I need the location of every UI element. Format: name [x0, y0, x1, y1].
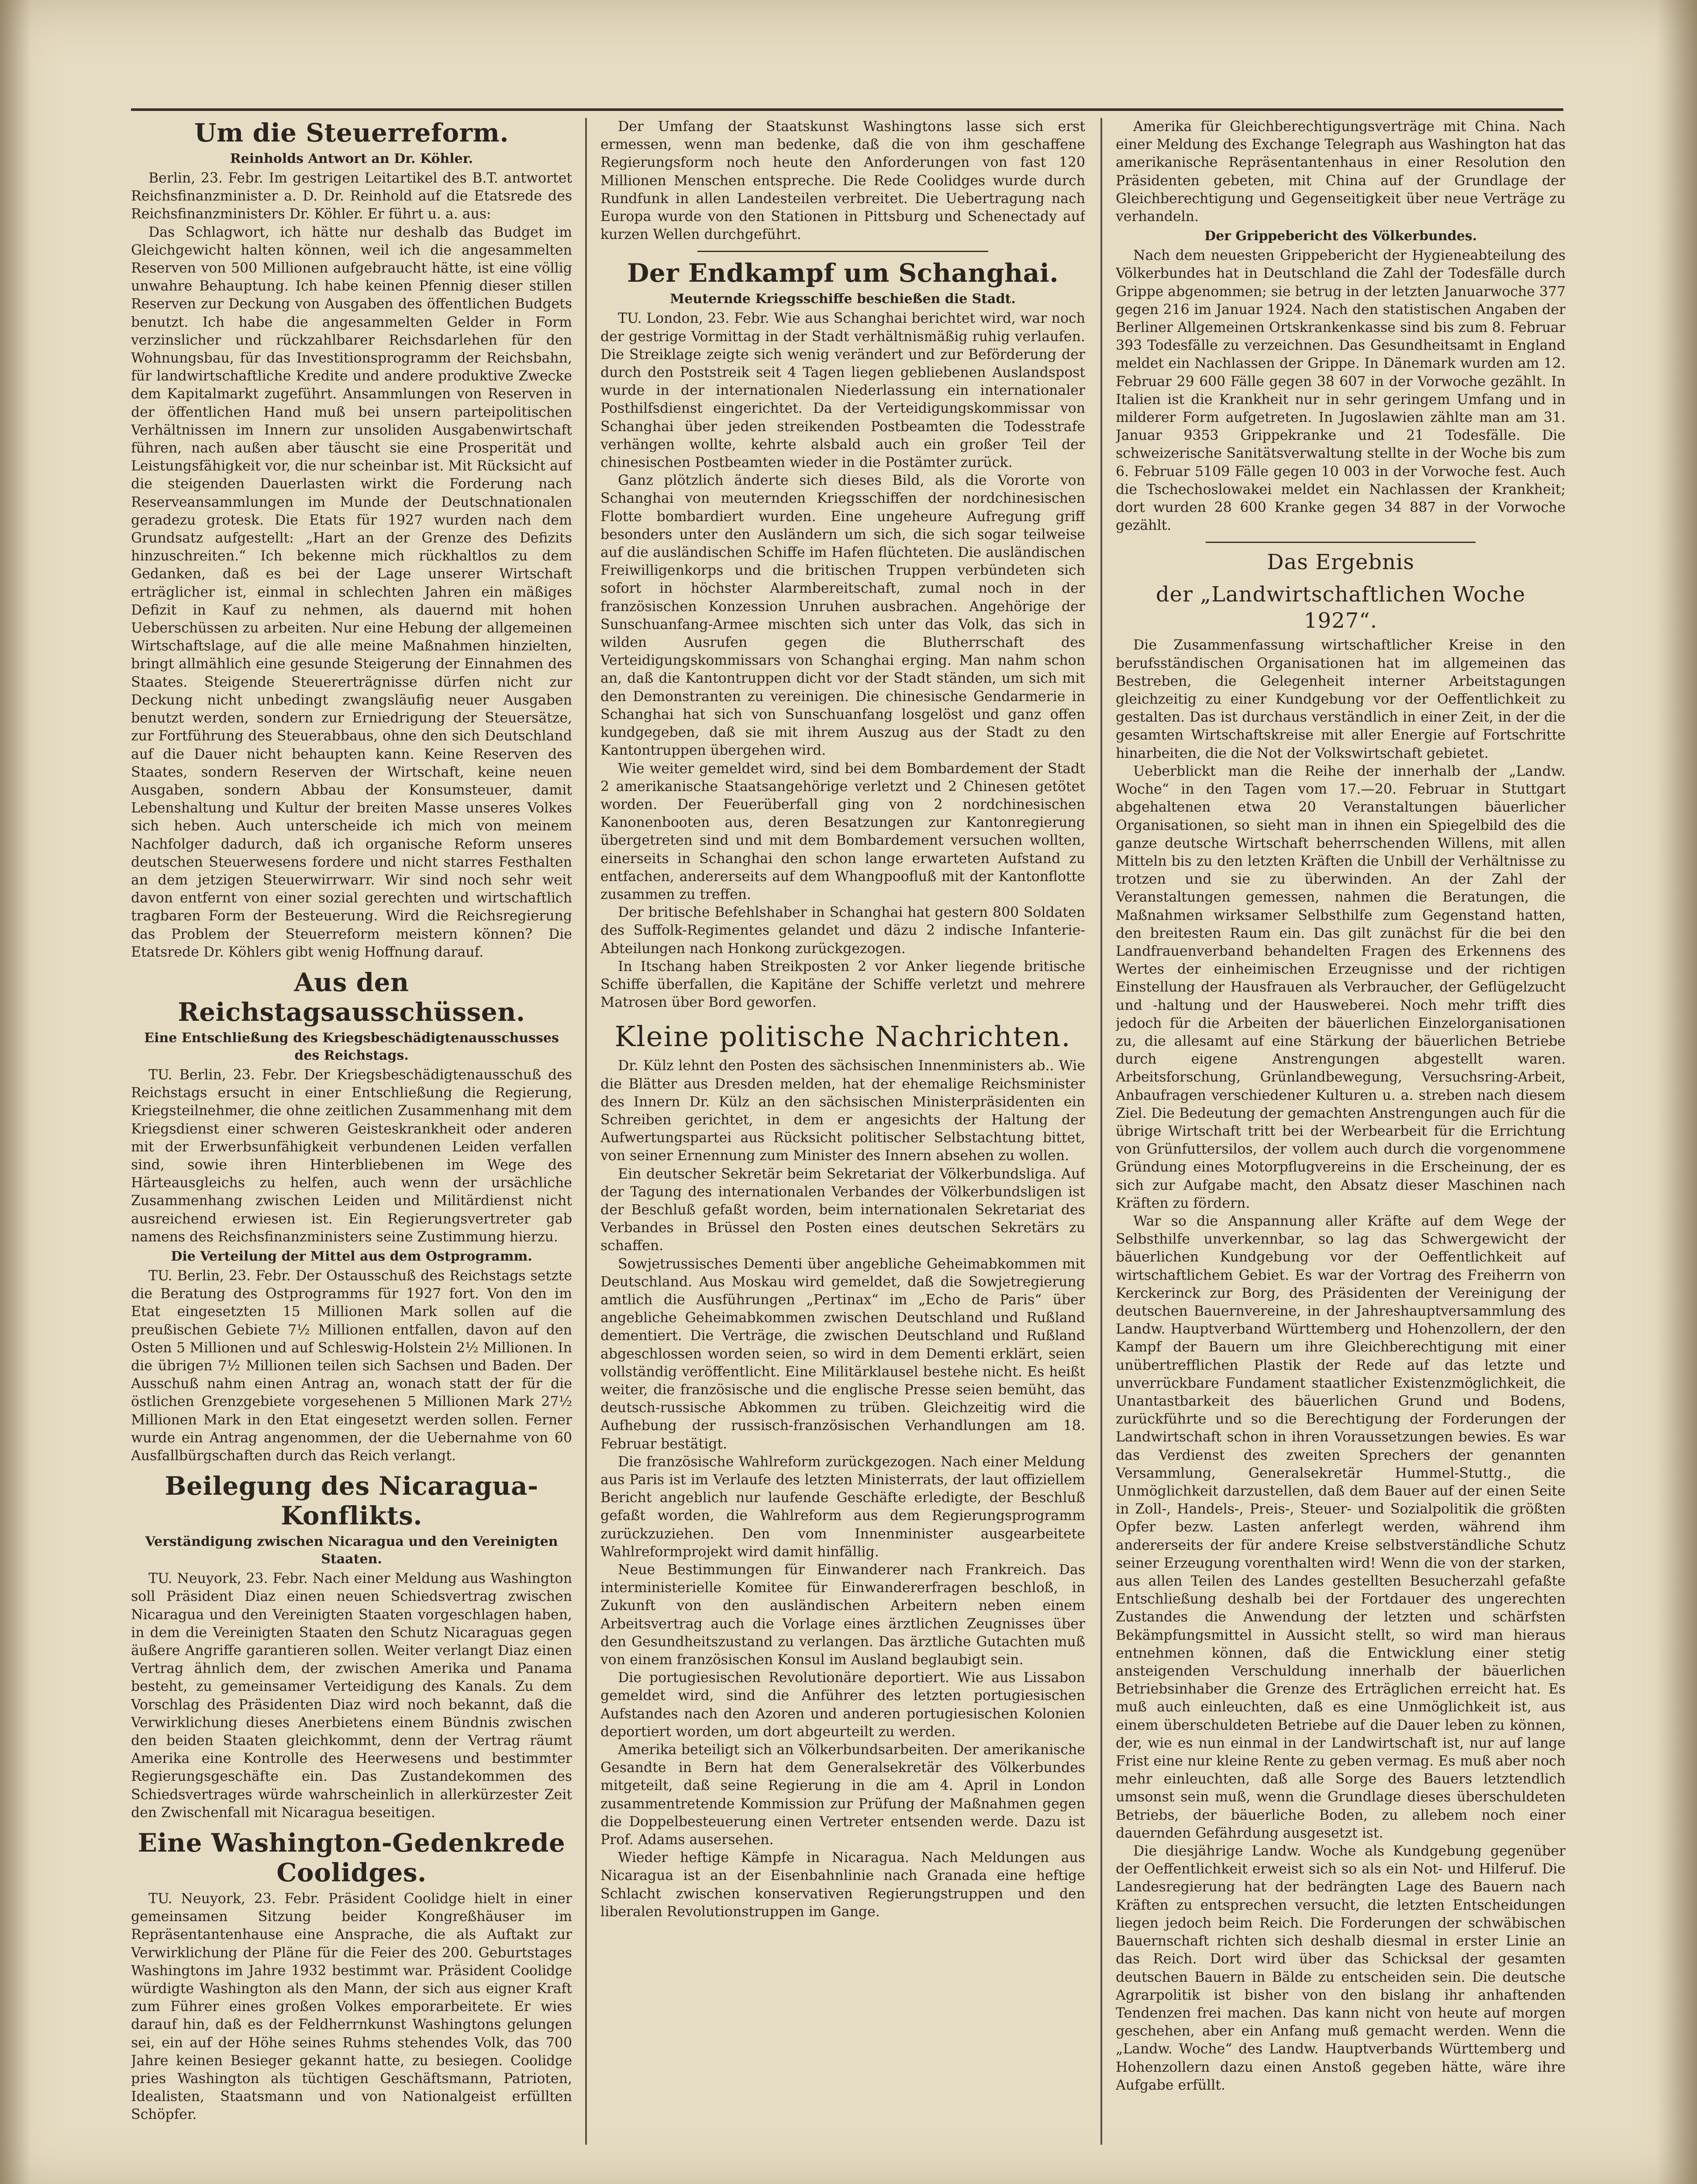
- column-divider: [585, 118, 587, 2145]
- subheadline-schanghai: Meuternde Kriegsschiffe beschießen die Stadt.: [670, 291, 1016, 307]
- article-paragraph: War so die Anspannung aller Kräfte auf dem Wege der Selbsthilfe unverkennbar, so lag das Schwergewicht der bäuerlichen Kundgebung vor der Oeffentlichkeit auf wirtschaftlichem Gebiet. Es war der Vortrag des Freiherrn von Kerckerinck zur Borg, des Präsidenten der Vereinigung der deutschen Bauernvereine, in der Jahreshauptversammlung des Landw. Hauptverband Württemberg und Hohenzollern, der den Kampf der Bauern um ihre Gleichberechtigung mit einer unübertrefflichen Plastik der Rede auf das letzte und unverrückbare Fundament staatlicher Existenzmöglichkeit, die Unantastbarkeit des bäuerlichen Grund und Bodens, zurückführte und so die Berechtigung der Forderungen der Landwirtschaft schon in ihren Voraussetzungen bewies. Es war das Verdienst des zweiten Sprechers der genannten Versammlung, Generalsekretär Hummel-Stuttg., die Unmöglichkeit darzustellen, daß dem Bauer auf der einen Seite in Zoll-, Handels-, Preis-, Steuer- und Sozialpolitik die größten Opfer bezw. Lasten anferlegt werden, während ihm andererseits der für andere Kreise selbstverständliche Schutz seiner Erzeugung vorenthalten wird! Wenn die von der starken, aus allen Teilen des Landes gestellten Besucherzahl gefaßte Entschließung deshalb bei der Fortdauer des ungerechten Zustandes die Anwendung der letzten und schärfsten Bekämpfungsmittel in Aussicht stellt, so wird man hieraus entnehmen können, daß die Entwicklung einer stetig ansteigenden Verschuldung innerhalb der bäuerlichen Betriebsinhaber die Grenze des Erträglichen erreicht hat. Es muß auch einleuchten, daß es eine Unmöglichkeit ist, aus einem überschuldeten Betriebe auf die Dauer leben zu können, der, wie es nun einmal in der Landwirtschaft ist, nur auf lange Frist eine nur kleine Rente zu geben vermag. Es muß aber noch mehr einleuchten, daß alle Sorge des Bauers letztendlich umsonst sein muß, wenn die Grundlage dieses überschuldeten Betriebs, der bäuerliche Boden, zu allebem noch einer dauernden Gefährdung ausgesetzt ist.: [1116, 1213, 1566, 1841]
- article-paragraph: TU. London, 23. Febr. Wie aus Schanghai berichtet wird, war noch der gestrige Vormittag in der Stadt verhältnismäßig ruhig verlaufen. Die Streiklage zeigte sich wenig verändert und zur Beförderung der durch den Poststreik seit 4 Tagen liegen gebliebenen Auslandspost wurde in der internationalen Niederlassung ein internationaler Posthilfsdienst eingerichtet. Da der Verteidigungskommissar von Schanghai über jeden streikenden Postbeamten die Todesstrafe verhängen wollte, kehrte alsbald auch ein großer Teil der chinesischen Postbeamten wieder in die Postämter zurück.: [600, 311, 1085, 471]
- news-item: Sowjetrussisches Dementi über angebliche Geheimabkommen mit Deutschland. Aus Moskau wird gemeldet, daß die Sowjetregierung amtlich die Ausführungen „Pertinax“ im „Echo de Paris“ über angebliche Geheimabkommen zwischen Deutschland und Rußland dementiert. Die Verträge, die zwischen Deutschland und Rußland abgeschlossen worden seien, so wird in dem Dementi erklärt, seien vollständig veröffentlicht. Eine Militärklausel bestehe nicht. Es heißt weiter, die französische und die englische Presse seien bemüht, das deutsch-russische Abkommen zu trüben. Gleichzeitig wird die Aufhebung der russisch-französischen Verhandlungen am 18. Februar bestätigt.: [600, 1256, 1085, 1452]
- news-item: Wieder heftige Kämpfe in Nicaragua. Nach Meldungen aus Nicaragua ist an der Eisenbahnlinie nach Granada eine heftige Schlacht zwischen konservativen Regierungstruppen und den liberalen Revolutionstruppen im Gange.: [600, 1850, 1085, 1920]
- headline-reichstagsausschuesse: Aus den Reichstagsausschüssen.: [178, 967, 525, 1027]
- headline-landwirtschaftliche-woche: der „Landwirtschaftlichen Woche 1927“.: [1155, 582, 1526, 633]
- page-edge-shadow: [0, 0, 31, 2184]
- column-1: [131, 118, 572, 2145]
- article-paragraph: TU. Berlin, 23. Febr. Der Ostausschuß des Reichstags setzte die Beratung des Ostprogramms für 1927 fort. Von den im Etat eingesetzten 15 Millionen Mark sollen auf die preußischen Gebiete 7½ Millionen entfallen, davon auf den Osten 5 Millionen und auf Schleswig-Holstein 2½ Millionen. In die übrigen 7½ Millionen teilen sich Sachsen und Baden. Der Ausschuß nahm einen Antrag an, wonach statt der für die östlichen Grenzgebiete vorgesehenen 5 Millionen Mark 27½ Millionen Mark in den Etat eingesetzt werden sollen. Ferner wurde ein Antrag angenommen, der die Uebernahme von 60 Ausfallbürgschaften durch das Reich verlangt.: [131, 1268, 572, 1464]
- news-item: Amerika für Gleichberechtigungsverträge mit China. Nach einer Meldung des Exchange Telegraph aus Washington hat das amerikanische Repräsentantenhaus in einer Resolution den Präsidenten gebeten, mit China auf der Grundlage der Gleichberechtigung und Gegenseitigkeit über neue Verträge zu verhandeln.: [1116, 119, 1566, 225]
- subheadline-kriegsbeschaedigte: Eine Entschließung des Kriegsbeschädigtenausschusses des Reichstags.: [144, 1030, 559, 1063]
- article-paragraph: In Itschang haben Streikposten 2 vor Anker liegende britische Schiffe überfallen, die Kapitäne der Schiffe verletzt und mehrere Matrosen über Bord geworfen.: [600, 958, 1085, 1011]
- article-paragraph: Ganz plötzlich änderte sich dieses Bild, als die Vororte von Schanghai von meuternden Kriegsschiffen der nordchinesischen Flotte bombardiert wurden. Eine ungeheure Aufregung griff besonders unter den Ausländern um sich, die sich sogar teilweise auf die ausländischen Schiffe im Hafen flüchteten. Die ausländischen Freiwilligenkorps und die britischen Truppen verbündeten sich sofort in höchster Alarmbereitschaft, zumal noch in der französischen Konzession Unruhen ausbrachen. Angehörige der Sunschuanfang-Armee mischten sich unter das Volk, das sich in wilden Ausrufen gegen die Blutherrschaft des Verteidigungskommissars von Schanghai erging. Man nahm schon an, daß die Kantontruppen dicht vor der Stadt ständen, um sich mit den Demonstranten zu vereinigen. Die chinesische Gendarmerie in Schanghai hat sich von Sunschuanfang losgelöst und ganz offen kundgegeben, daß sie mit ihrem Auszug aus der Stadt zu den Kantontruppen übergehen wird.: [600, 473, 1085, 759]
- article-paragraph: Ueberblickt man die Reihe der innerhalb der „Landw. Woche“ in den Tagen vom 17.—20. Februar in Stuttgart abgehaltenen etwa 20 Veranstaltungen bäuerlicher Organisationen, so sieht man in ihnen ein Spiegelbild des die ganze deutsche Wirtschaft beherrschenden Willens, mit allen Mitteln bis zu den letzten Kräften die Unbill der Verhältnisse zu trotzen und sie zu überwinden. An der Zahl der Veranstaltungen gemessen, nahmen die Beratungen, die Maßnahmen wirksamer Selbsthilfe zum Gegenstand hatten, den breitesten Raum ein. Das gilt zunächst für die bei den Landfrauenverband behandelten Fragen des Erkennens des Wertes der einheimischen Erzeugnisse und der richtigen Einstellung der Hausfrauen als Verbraucher, der Geflügelzucht und -haltung und der Hausweberei. Noch mehr trifft dies jedoch für die Arbeiten der bäuerlichen Einzelorganisationen zu, die allesamt auf eine Stärkung der bäuerlichen Betriebe durch eigene Anstrengungen abgestellt waren. Arbeitsforschung, Grünlandbewegung, Versuchsring-Arbeit, Anbaufragen verschiedener Kulturen u. a. streben nach diesem Ziel. Die Bedeutung der gemachten Anstrengungen auch für die übrige Wirtschaft tritt bei der Werbearbeit für die Errichtung von Grünfuttersilos, der vollem auch durch die vorgenommene Gründung eines Motorpflugvereins in die Erscheinung, der es sich zur Aufgabe macht, den Absatz dieser Maschinen nach Kräften zu fördern.: [1116, 763, 1566, 1211]
- article-paragraph: TU. Neuyork, 23. Febr. Nach einer Meldung aus Washington soll Präsident Diaz einen neuen Schiedsvertrag zwischen Nicaragua und den Vereinigten Staaten vorgeschlagen haben, in dem die Vereinigten Staaten den Schutz Nicaraguas gegen äußere Angriffe garantieren sollen. Weiter verlangt Diaz einen Vertrag ähnlich dem, der zwischen Amerika und Panama besteht, zu gemeinsamer Verteidigung des Kanals. Zu dem Vorschlag des Präsidenten Diaz wird noch bekannt, daß die Verwirklichung dieses Anerbietens einem Bündnis zwischen den beiden Staaten gleichkommt, denn der Vertrag räumt Amerika eine Kontrolle des Heerwesens und bestimmter Regierungsgeschäfte ein. Das Zustandekommen des Schiedsvertrages würde wahrscheinlich in allerkürzester Zeit den Zwischenfall mit Nicaragua beseitigen.: [131, 1571, 572, 1821]
- article-paragraph: Der britische Befehlshaber in Schanghai hat gestern 800 Soldaten des Suffolk-Regimentes gelandet und däzu 2 indische Infanterie-Abteilungen nach Honkong zurückgezogen.: [600, 905, 1085, 957]
- headline-schanghai: Der Endkampf um Schanghai.: [627, 258, 1059, 288]
- subheadline-reinhold: Reinholds Antwort an Dr. Köhler.: [230, 151, 473, 166]
- article-paragraph: Nach dem neuesten Grippebericht der Hygieneabteilung des Völkerbundes hat in Deutschland die Zahl der Todesfälle durch Grippe abgenommen; sie betrug in der letzten Januarwoche 377 gegen 216 im Januar 1924. Nach den statistischen Angaben der Berliner Allgemeinen Ortskrankenkasse sind bis zum 8. Februar 393 Todesfälle zu verzeichnen. Das Gesundheitsamt in England meldet ein Nachlassen der Grippe. In Dänemark wurden am 12. Februar 29 600 Fälle gegen 38 607 in der Vorwoche gezählt. In Italien ist die Krankheit nur in sehr geringem Umfang und in milderer Form aufgetreten. In Jugoslawien zählte man am 31. Januar 9353 Grippekranke und 21 Todesfälle. Die schweizerische Sanitätsverwaltung stellte in der Woche bis zum 6. Februar 5109 Fälle gegen 10 003 in der Vorwoche fest. Auch die Tschechoslowakei meldet ein Nachlassen der Krankheit; dort wurden 28 600 Kranke gegen 34 887 in der Vorwoche gezählt.: [1116, 248, 1566, 534]
- article-paragraph: Die diesjährige Landw. Woche als Kundgebung gegenüber der Oeffentlichkeit erweist sich so als ein Not- und Hilferuf. Die Landesregierung hat der bedrängten Lage des Bauern nach Kräften zu entsprechen versucht, die letzten Entscheidungen liegen jedoch beim Reich. Die Forderungen der schwäbischen Bauernschaft richten sich deshalb diesmal in erster Linie an das Reich. Dort wird über das Schicksal der gesamten deutschen Bauern in Bälde zu entscheiden sein. Die deutsche Agrarpolitik ist bisher von den bislang ihr anhaftenden Tendenzen frei machen. Das kann nicht von heute auf morgen geschehen, aber ein Anfang muß gemacht werden. Wenn die „Landw. Woche“ des Landw. Hauptverbands Württemberg und Hohenzollern dazu einen Anstoß gegeben hätte, wäre ihre Aufgabe erfüllt.: [1116, 1843, 1566, 2093]
- article-paragraph: Das Schlagwort, ich hätte nur deshalb das Budget im Gleichgewicht halten können, weil ich die angesammelten Reserven von 500 Millionen aufgebraucht hätte, ist eine völlig unwahre Behauptung. Ich habe keinen Pfennig dieser stillen Reserven zur Deckung von Ausgaben des öffentlichen Budgets benutzt. Ich habe die angesammelten Gelder in Form verzinslicher und rückzahlbarer Reichsdarlehen für den Wohnungsbau, für das Investitionsprogramm der Reichsbahn, für landwirtschaftliche Kredite und andere produktive Zwecke dem Kapitalmarkt zugeführt. Ansammlungen von Reserven in der öffentlichen Hand muß bei unsern parteipolitischen Verhältnissen im Innern zur unsoliden Ausgabenwirtschaft führen, nach außen aber täuscht sie eine Prosperität und Leistungsfähigkeit vor, die nur scheinbar ist. Mit Rücksicht auf die steigenden Dauerlasten wirkt die Forderung nach Reserveansammlungen im Munde der Deutschnationalen geradezu grotesk. Die Etats für 1927 wurden nach dem Grundsatz aufgestellt: „Hart an der Grenze des Defizits hinzuschreiten.“ Ich bekenne mich rückhaltlos zu dem Gedanken, daß es bei der Lage unserer Wirtschaft erträglicher ist, einmal in schlechten Jahren ein mäßiges Defizit in Kauf zu nehmen, als dauernd mit hohen Ueberschüssen zu arbeiten. Nur eine Hebung der allgemeinen Wirtschaftslage, auf die alle meine Maßnahmen hinzielten, bringt allmählich eine gesunde Steigerung der Einnahmen des Staates. Steigende Steuererträgnisse dürfen nicht zur Deckung nicht unbedingt zwangsläufig neuer Ausgaben benutzt werden, sondern zur Erniedrigung der Steuersätze, zur Fortführung des Steuerabbaus, ohne den sich Deutschland auf die Dauer nicht behaupten kann. Keine Reserven des Staates, sondern Reserven der Wirtschaft, keine neuen Ausgaben, sondern Abbau der Konsumsteuer, damit Lebenshaltung und Kultur der breiten Masse unseres Volkes sich heben. Auch unterscheide ich mich von meinem Nachfolger dadurch, daß ich organische Reform unseres deutschen Steuerwesens fordere und nicht starres Festhalten an dem jetzigen Steuerwirrwarr. Wir sind noch sehr weit davon entfernt von einer sozial gerechten und wirtschaftlich tragbaren Form der Besteuerung. Wird die Reichsregierung das Problem der Steuerreform meistern können? Die Etatsrede Dr. Köhlers gibt wenig Hoffnung darauf.: [131, 224, 572, 960]
- column-2: [600, 118, 1085, 2145]
- article-paragraph: Die Zusammenfassung wirtschaftlicher Kreise in den berufsständischen Organisationen hat im allgemeinen das Bestreben, die Gelegenheit interner Arbeitstagungen gleichzeitig zu einer Kundgebung vor der Oeffentlichkeit zu gestalten. Das ist durchaus verständlich in einer Zeit, in der die gesamten Wirtschaftskreise mit aller Energie auf Fortschritte hinarbeiten, die die Not der Volkswirtschaft gebietet.: [1116, 637, 1566, 761]
- news-item: Die portugiesischen Revolutionäre deportiert. Wie aus Lissabon gemeldet wird, sind die Anführer des letzten portugiesischen Aufstandes nach den Azoren und anderen portugiesischen Kolonien deportiert worden, um dort abgeurteilt zu werden.: [600, 1670, 1085, 1740]
- article-paragraph: TU. Berlin, 23. Febr. Der Kriegsbeschädigtenausschuß des Reichstags ersucht in einer Entschließung die Regierung, Kriegsteilnehmer, die ohne zeitlichen Zusammenhang mit dem Kriegsdienst einer schweren Geisteskrankheit oder anderen mit der Erwerbsunfähigkeit verbundenen Leiden verfallen sind, sowie ihren Hinterbliebenen im Wege des Härteausgleichs zu helfen, auch wenn der ursächliche Zusammenhang zwischen Leiden und Militärdienst nicht ausreichend erwiesen ist. Ein Regierungsvertreter gab namens des Reichsfinanzministers seine Zustimmung hierzu.: [131, 1067, 572, 1245]
- subheadline-ostprogramm: Die Verteilung der Mittel aus dem Ostprogramm.: [171, 1248, 532, 1264]
- headline-coolidge: Eine Washington-Gedenkrede Coolidges.: [138, 1828, 566, 1888]
- headline-steuerreform: Um die Steuerreform.: [194, 118, 509, 148]
- page-fold-shadow: [1657, 0, 1697, 2184]
- news-item: Amerika beteiligt sich an Völkerbundsarbeiten. Der amerikanische Gesandte in Bern hat dem Generalsekretär des Völkerbundes mitgeteilt, daß seine Regierung in die am 4. April in London zusammentretende Kommission zur Prüfung der Maßnahmen gegen die Doppelbesteuerung einen Vertreter entsenden werde. Dazu ist Prof. Adams ausersehen.: [600, 1742, 1085, 1848]
- news-item: Ein deutscher Sekretär beim Sekretariat der Völkerbundsliga. Auf der Tagung des internationalen Verbandes der Völkerbundsligen ist der Beschluß gefaßt worden, beim internationalen Sekretariat des Verbandes in Brüssel den Posten eines deutschen Sekretärs zu schaffen.: [600, 1166, 1085, 1254]
- column-3: [1116, 118, 1566, 2145]
- article-paragraph: Wie weiter gemeldet wird, sind bei dem Bombardement der Stadt 2 amerikanische Staatsangehörige verletzt und 2 Chinesen getötet worden. Der Feuerüberfall ging von 2 nordchinesischen Kanonenbooten aus, deren Besatzungen zur Kantonregierung übergetreten sind und mit dem Bombardement versuchen wollten, einerseits in Schanghai den schon lange erwarteten Aufstand zu entfachen, andererseits auf dem Whangpoofluß mit der Kantonflotte zusammen zu treffen.: [600, 760, 1085, 902]
- subheadline-nicaragua: Verständigung zwischen Nicaragua und den Vereinigten Staaten.: [145, 1534, 558, 1567]
- news-item: Die französische Wahlreform zurückgezogen. Nach einer Meldung aus Paris ist im Verlaufe des letzten Ministerrats, der laut offiziellem Bericht angeblich nur laufende Geschäfte erledigte, der Beschluß gefaßt worden, die Wahlreform aus dem Regierungsprogramm zurückzuziehen. Den vom Innenminister ausgearbeitete Wahlreformprojekt wird damit hinfällig.: [600, 1454, 1085, 1560]
- subheadline-grippe: Der Grippebericht des Völkerbundes.: [1204, 228, 1477, 244]
- news-item: Neue Bestimmungen für Einwanderer nach Frankreich. Das interministerielle Komitee für Einwandererfragen beschloß, in Zukunft von den ausländischen Arbeitern neben einem Arbeitsvertrag auch die Vorlage eines ärztlichen Zeugnisses über den Gesundheitszustand zu verlangen. Das ärztliche Gutachten muß von einem französischen Konsul im Ausland beglaubigt sein.: [600, 1562, 1085, 1668]
- section-rule: [1206, 542, 1476, 543]
- column-divider: [1100, 118, 1102, 2145]
- section-rule: [697, 251, 988, 252]
- headline-ergebnis: Das Ergebnis: [1267, 550, 1414, 575]
- headline-kleine-nachrichten: Kleine politische Nachrichten.: [614, 1021, 1071, 1054]
- news-item: Dr. Külz lehnt den Posten des sächsischen Innenministers ab.. Wie die Blätter aus Dresden melden, hat der ehemalige Reichsminister des Innern Dr. Külz an den sächsischen Ministerpräsidenten ein Schreiben gerichtet, in dem er angesichts der Haltung der Aufwertungspartei aus Rücksicht politischer Selbstachtung bittet, von seiner Ernennung zum Minister des Innern absehen zu wollen.: [600, 1058, 1085, 1164]
- headline-nicaragua: Beilegung des Nicaragua-Konflikts.: [165, 1471, 538, 1531]
- top-rule: [131, 108, 1563, 111]
- article-paragraph: TU. Neuyork, 23. Febr. Präsident Coolidge hielt in einer gemeinsamen Sitzung beider Kongreßhäuser im Repräsentantenhause eine Ansprache, die als Auftakt zur Verwirklichung der Pläne für die Feier des 200. Geburtstages Washingtons im Jahre 1932 bestimmt war. Präsident Coolidge würdigte Washington als den Mann, der sich aus eigner Kraft zum Führer eines großen Volkes emporarbeitete. Er wies darauf hin, daß es der Feldherrnkunst Washingtons gelungen sei, ein auf der Höhe seines Ruhms stehendes Volk, das 700 Jahre keinen Besieger gekannt hatte, zu besiegen. Coolidge pries Washington als tüchtigen Geschäftsmann, Patrioten, Idealisten, Staatsmann und von Nationalgeist erfüllten Schöpfer.: [131, 1891, 572, 2123]
- article-paragraph: Der Umfang der Staatskunst Washingtons lasse sich erst ermessen, wenn man bedenke, daß die von ihm geschaffene Regierungsform noch heute den Anforderungen von fast 120 Millionen Menschen entspreche. Die Rede Coolidges wurde durch Rundfunk in allen Landesteilen verbreitet. Die Uebertragung nach Europa wurde von den Stationen in Pittsburg und Schenectady auf kurzen Wellen durchgeführt.: [600, 119, 1085, 243]
- article-paragraph: Berlin, 23. Febr. Im gestrigen Leitartikel des B.T. antwortet Reichsfinanzminister a. D. Dr. Reinhold auf die Etatsrede des Reichsfinanzministers Dr. Köhler. Er führt u. a. aus:: [131, 170, 572, 222]
